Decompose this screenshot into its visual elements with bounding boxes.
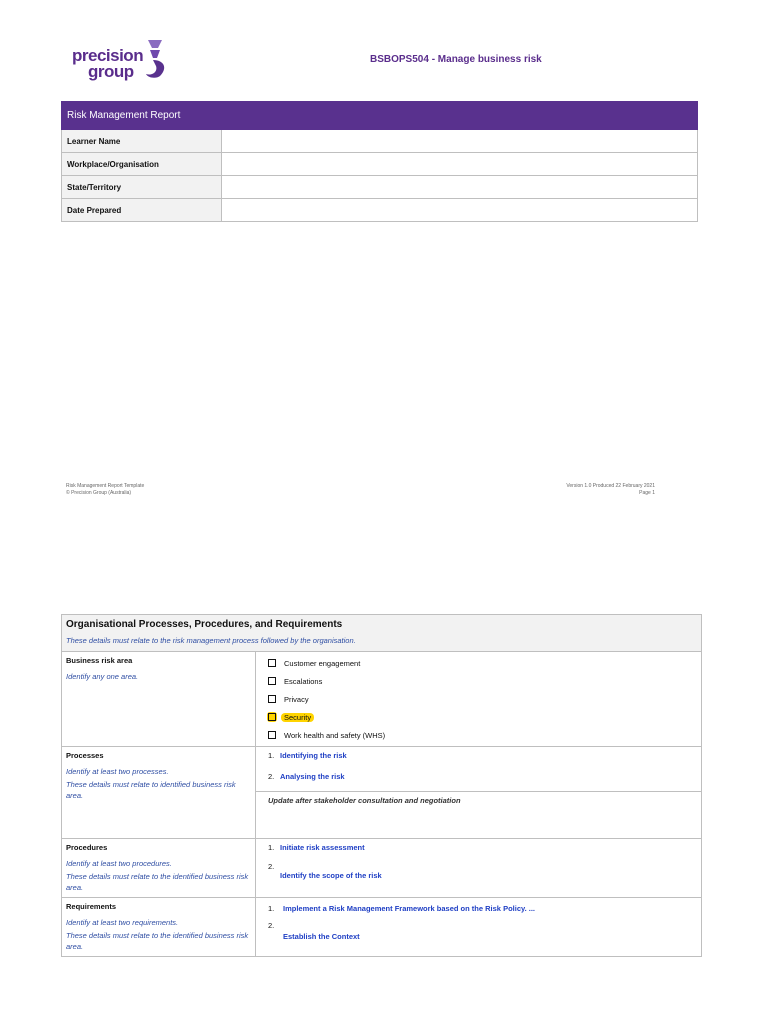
footer-page-number: Page 1 [639,490,655,496]
table-row [62,839,702,898]
table-row [62,199,698,222]
update-note: Update after stakeholder consultation and negotiation [268,796,461,805]
logo-swirl-icon [140,38,170,80]
procedures-list[interactable] [256,839,702,898]
report-details-table [61,101,698,222]
procedures-note-2: These details must relate to the identified business risk area. [66,872,249,892]
list-item [268,843,689,852]
processes-list[interactable] [256,747,702,792]
table-row [62,130,698,153]
option-security[interactable] [268,708,689,726]
requirements-label: Requirements [66,902,117,911]
option-label: Work health and safety (WHS) [284,730,386,740]
org-table-title: Organisational Processes, Procedures, and Requirements [66,619,343,630]
org-table-subtitle: These details must relate to the risk management process followed by the organisation. [66,636,356,645]
list-item [268,871,689,880]
table-row [62,652,702,747]
list-item [268,932,689,941]
requirements-list[interactable] [256,898,702,957]
workplace-field[interactable] [222,153,698,176]
org-processes-table [61,614,702,957]
list-item [268,904,689,913]
option-escalations[interactable] [268,672,689,690]
list-item [268,772,689,781]
list-item [268,862,689,871]
footer-template-name: Risk Management Report Template [66,483,145,489]
business-risk-options [256,652,702,747]
procedure-item-1: Initiate risk assessment [280,843,365,852]
processes-label: Processes [66,751,104,760]
table-row [62,153,698,176]
business-risk-note: Identify any one area. [66,672,139,681]
processes-update-cell[interactable] [256,792,702,839]
checkbox-icon[interactable] [268,659,276,667]
report-table-title: Risk Management Report [62,102,698,130]
highlight-mark [267,712,277,722]
processes-note-2: These details must relate to identified business risk area. [66,780,236,800]
procedures-label-cell [62,839,256,898]
list-item [268,751,689,760]
state-territory-field[interactable] [222,176,698,199]
checkbox-icon[interactable] [268,713,276,721]
process-item-1: Identifying the risk [280,751,347,760]
requirement-item-1: Implement a Risk Management Framework based on the Risk Policy. ... [283,904,536,913]
table-row [62,898,702,957]
footer-version: Version 1.0 Produced 22 February 2021 [566,483,655,489]
procedures-note-1: Identify at least two procedures. [66,859,172,868]
procedures-label: Procedures [66,843,108,852]
item-number: 2. [268,772,275,781]
option-label: Customer engagement [284,658,361,668]
date-prepared-label: Date Prepared [62,199,222,222]
table-row [62,747,702,792]
document-title: BSBOPS504 - Manage business risk [370,54,542,65]
workplace-label: Workplace/Organisation [62,153,222,176]
option-label: Escalations [284,676,323,686]
footer-right [540,483,655,497]
logo-text-line1: precision [72,46,144,65]
option-whs[interactable] [268,726,689,744]
item-number: 1. [268,904,275,913]
item-number: 1. [268,751,275,760]
requirements-label-cell [62,898,256,957]
business-risk-label-cell [62,652,256,747]
option-privacy[interactable] [268,690,689,708]
date-prepared-field[interactable] [222,199,698,222]
option-label: Privacy [284,694,309,704]
checkbox-icon[interactable] [268,731,276,739]
processes-note-1: Identify at least two processes. [66,767,169,776]
requirements-note-2: These details must relate to the identified business risk area. [66,931,249,951]
footer-copyright: © Precision Group (Australia) [66,490,132,496]
precision-group-logo [70,38,170,84]
requirements-note-1: Identify at least two requirements. [66,918,179,927]
logo-text-line2: group [88,62,134,81]
state-territory-label: State/Territory [62,176,222,199]
option-customer-engagement[interactable] [268,654,689,672]
option-label: Security [281,713,314,722]
item-number: 2. [268,862,275,871]
checkbox-icon[interactable] [268,677,276,685]
learner-name-label: Learner Name [62,130,222,153]
requirement-item-2: Establish the Context [283,932,360,941]
business-risk-label: Business risk area [66,656,133,665]
processes-label-cell [62,747,256,839]
process-item-2: Analysing the risk [280,772,345,781]
list-item [268,921,689,930]
procedure-item-2: Identify the scope of the risk [280,871,382,880]
item-number: 1. [268,843,275,852]
table-row [62,176,698,199]
footer-left [66,483,144,497]
org-table-header [62,615,702,652]
learner-name-field[interactable] [222,130,698,153]
item-number: 2. [268,921,275,930]
checkbox-icon[interactable] [268,695,276,703]
